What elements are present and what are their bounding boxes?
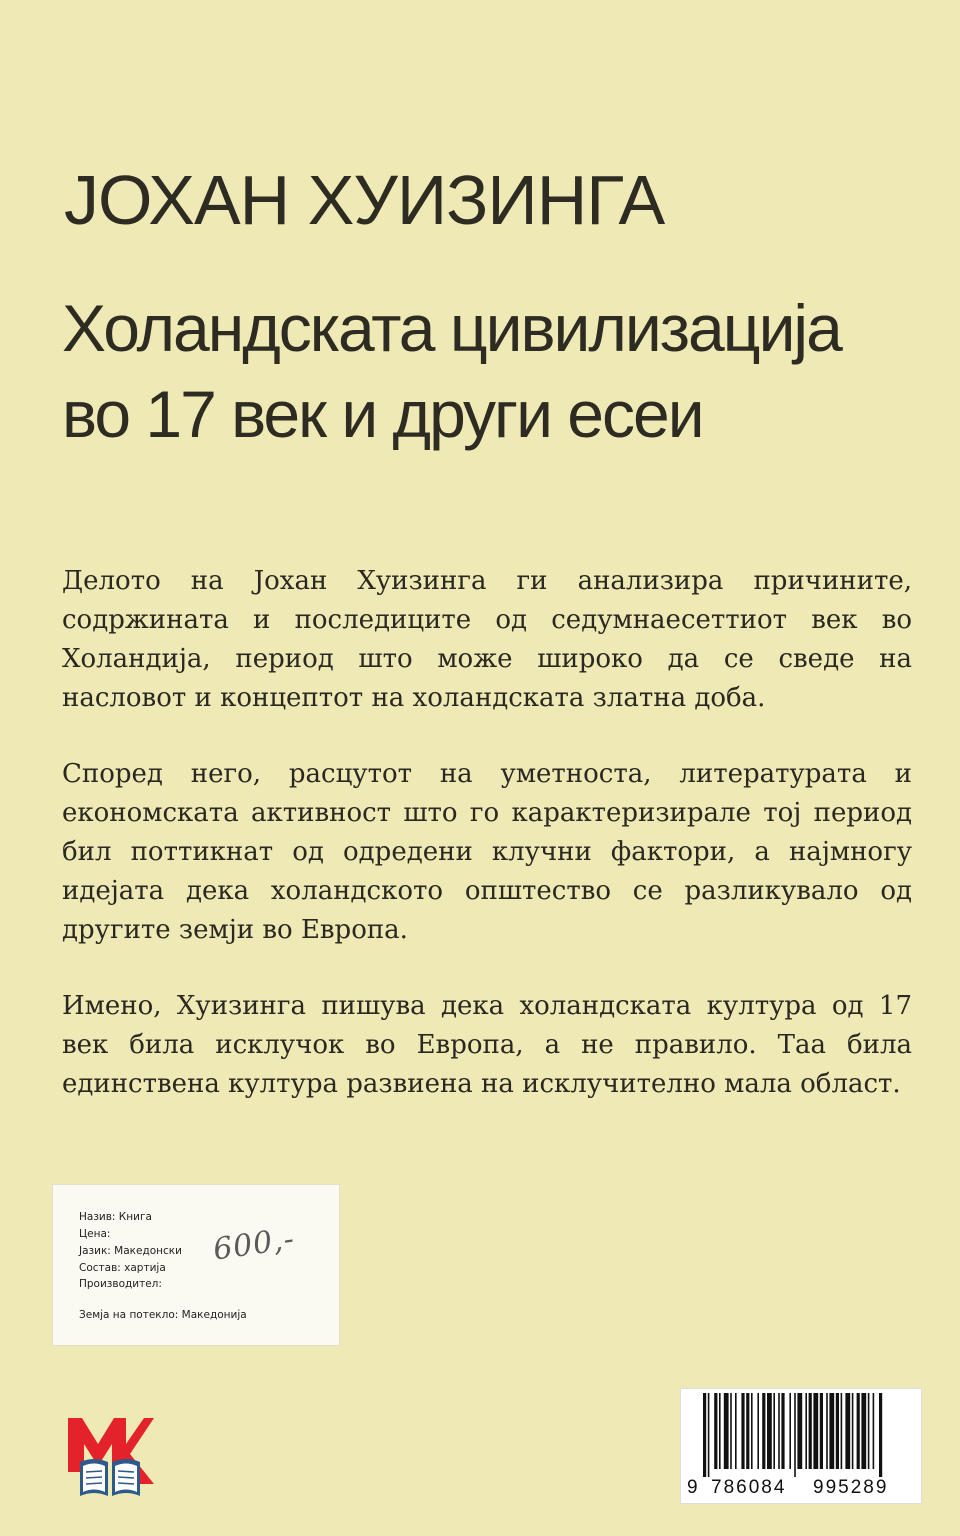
- barcode-group-2: 995289: [813, 1477, 889, 1498]
- sticker-composition: Состав: хартија: [79, 1262, 166, 1274]
- barcode-group-1: 786084: [711, 1477, 787, 1498]
- title-line-2: во 17 век и други есеи: [62, 377, 703, 451]
- title-line-1: Холандската цивилизација: [62, 291, 841, 365]
- sticker-origin: Земја на потекло: Македонија: [79, 1309, 247, 1321]
- blurb-paragraph-3: Имено, Хуизинга пишува дека холандската култура од 17 век била исклучок во Европа, а не правило. Таа била единствена култура развиена на исклучително мала област.: [62, 991, 912, 1099]
- sticker-price-label: Цена:: [79, 1228, 111, 1240]
- sticker-name: Назив: Книга: [79, 1211, 152, 1223]
- author-name: ЈОХАН ХУИЗИНГА: [64, 161, 665, 239]
- blurb-paragraph-2: Според него, расцутот на уметноста, литературата и економската активност што го карактеризирале тој период бил поттикнат од одредени клучни фактори, а најмногу идејата дека холандското општество се разликувало од другите земји во Европа.: [62, 759, 912, 945]
- sticker-manufacturer: Производител:: [79, 1278, 162, 1290]
- isbn-barcode: [680, 1388, 922, 1504]
- book-title: [62, 285, 942, 457]
- sticker-language: Јазик: Македонски: [79, 1245, 182, 1257]
- handwritten-price: 600,-: [210, 1221, 297, 1268]
- blurb: [62, 562, 912, 1141]
- blurb-paragraph-1: Делото на Јохан Хуизинга ги анализира причините, содржината и последиците од седумнаесеттиот век во Холандија, период што може широко да се сведе на насловот и концептот на холандската златна доба.: [62, 566, 912, 713]
- barcode-bars: [685, 1393, 917, 1477]
- mk-book-logo-icon: [68, 1414, 154, 1502]
- price-sticker: [52, 1184, 340, 1346]
- barcode-first-digit: 9: [687, 1477, 698, 1498]
